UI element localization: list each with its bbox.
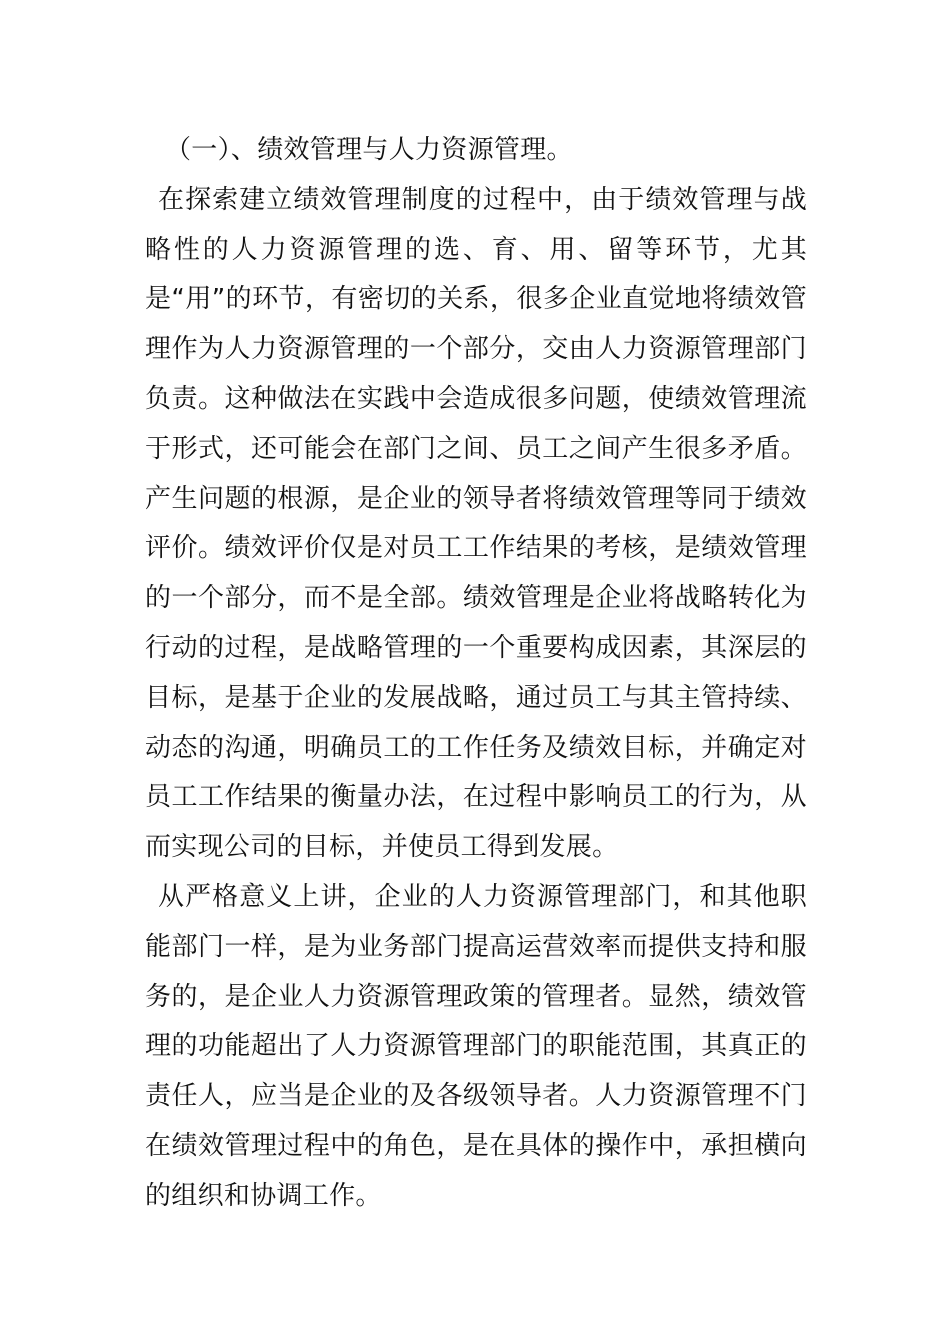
document-body <box>145 126 807 1222</box>
paragraph-2: 从严格意义上讲，企业的人力资源管理部门，和其他职能部门一样，是为业务部门提高运营效率而提供支持和服务的，是企业人力资源管理政策的管理者。显然，绩效管理的功能超出了人力资源管理部门的职能范围，其真正的责任人，应当是企业的及各级领导者。人力资源管理不门在绩效管理过程中的角色，是在具体的操作中，承担横向的组织和协调工作。 <box>145 881 807 1211</box>
paragraph-1: 在探索建立绩效管理制度的过程中，由于绩效管理与战略性的人力资源管理的选、育、用、留等环节，尤其是“用”的环节，有密切的关系，很多企业直觉地将绩效管理作为人力资源管理的一个部分，交由人力资源管理部门负责。这种做法在实践中会造成很多问题，使绩效管理流于形式，还可能会在部门之间、员工之间产生很多矛盾。产生问题的根源，是企业的领导者将绩效管理等同于绩效评价。绩效评价仅是对员工工作结果的考核，是绩效管理的一个部分，而不是全部。绩效管理是企业将战略转化为行动的过程，是战略管理的一个重要构成因素，其深层的目标，是基于企业的发展战略，通过员工与其主管持续、动态的沟通，明确员工的工作任务及绩效目标，并确定对员工工作结果的衡量办法，在过程中影响员工的行为，从而实现公司的目标，并使员工得到发展。 <box>145 184 807 863</box>
section-heading: （一）、绩效管理与人力资源管理。 <box>165 135 573 165</box>
